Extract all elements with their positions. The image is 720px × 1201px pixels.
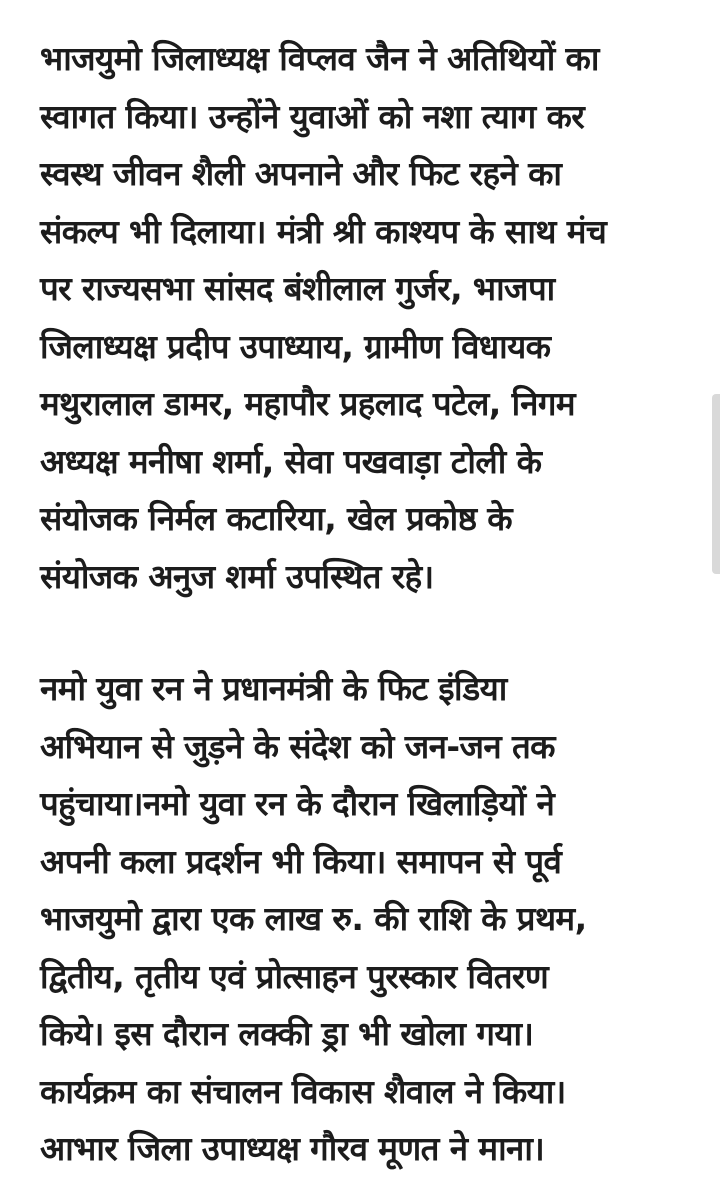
text-line: पर राज्यसभा सांसद बंशीलाल गुर्जर, भाजपा	[40, 269, 555, 308]
text-line: अध्यक्ष मनीषा शर्मा, सेवा पखवाड़ा टोली के	[40, 441, 542, 481]
paragraph-spacer	[40, 605, 692, 660]
text-line: मथुरालाल डामर, महापौर प्रहलाद पटेल, निगम	[40, 384, 575, 423]
text-line: संयोजक निर्मल कटारिया, खेल प्रकोष्ठ के	[40, 499, 513, 538]
scrollbar-thumb[interactable]	[712, 394, 720, 574]
text-line: नमो युवा रन ने प्रधानमंत्री के फिट इंडिया	[40, 669, 507, 708]
text-line: जिलाध्यक्ष प्रदीप उपाध्याय, ग्रामीण विधायक	[40, 326, 551, 366]
text-line: द्वितीय, तृतीय एवं प्रोत्साहन पुरस्कार वितरण	[40, 956, 549, 996]
text-line: स्वागत किया। उन्होंने युवाओं को नशा त्याग कर	[40, 96, 585, 136]
text-line: संयोजक अनुज शर्मा उपस्थित रहे।	[40, 556, 434, 596]
text-line: भाजयुमो द्वारा एक लाख रु. की राशि के प्रथम,	[40, 899, 587, 938]
article-paragraph-1	[40, 30, 692, 605]
text-line: पहुंचाया।नमो युवा रन के दौरान खिलाड़ियों ने	[40, 784, 555, 823]
text-line: अपनी कला प्रदर्शन भी किया। समापन से पूर्व	[40, 841, 562, 881]
text-line: स्वस्थ जीवन शैली अपनाने और फिट रहने का	[40, 154, 562, 193]
text-line: भाजयुमो जिलाध्यक्ष विप्लव जैन ने अतिथियों का	[40, 39, 599, 78]
text-line: संकल्प भी दिलाया। मंत्री श्री काश्यप के साथ मंच	[40, 211, 607, 251]
text-line: किये। इस दौरान लक्की ड्रा भी खोला गया।	[40, 1014, 534, 1053]
article-paragraph-2	[40, 660, 692, 1178]
text-line: अभियान से जुड़ने के संदेश को जन-जन तक	[40, 726, 555, 766]
text-line: कार्यक्रम का संचालन विकास शैवाल ने किया।	[40, 1071, 566, 1111]
text-line: आभार जिला उपाध्यक्ष गौरव मूणत ने माना।	[40, 1129, 545, 1168]
